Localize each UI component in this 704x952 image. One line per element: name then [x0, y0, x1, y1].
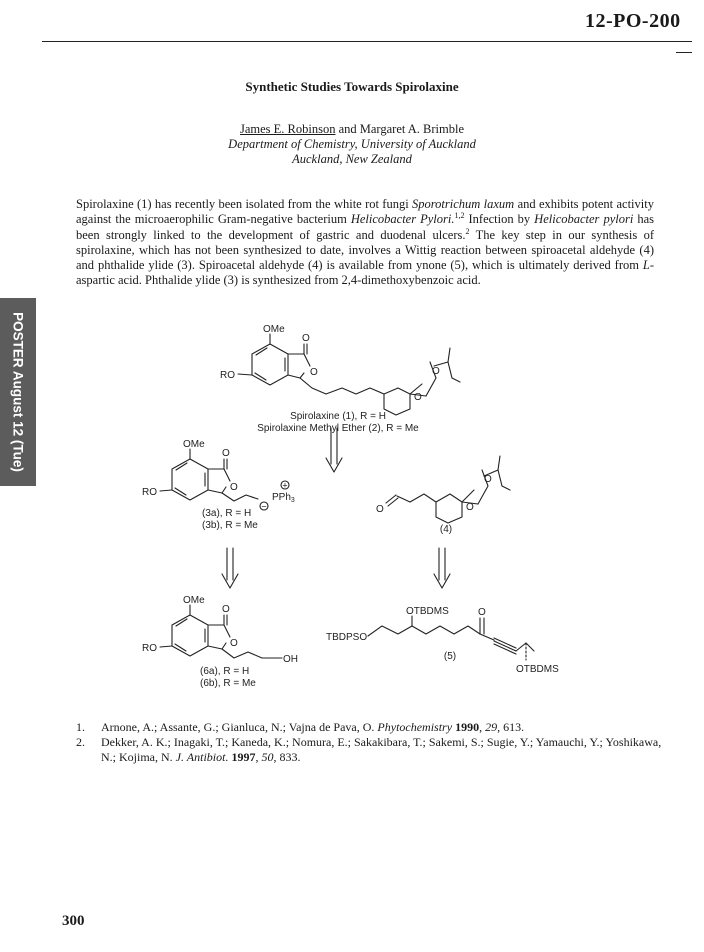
reference-item — [76, 735, 666, 765]
abstract-text: Infection by — [464, 212, 535, 227]
spirolaxine-structure — [238, 334, 460, 415]
label-spiro-o: O — [414, 392, 422, 403]
abstract-text: The key step in our synthesis of spirolaxine, which has not been synthesized to date, involves a Wittig reaction between spiroacetal aldehyde (4) and phthalide ylide (3). Spiroacetal aldehyde (4) is available from ynone (5), which is ultimately derived from — [76, 227, 654, 273]
reference-volume: 50 — [261, 750, 274, 764]
label-carbonyl-o: O — [222, 448, 230, 459]
caption-ylide-3b: (3b), R = Me — [202, 520, 258, 531]
co-author: Margaret A. Brimble — [359, 122, 465, 136]
label-pph3: PPh$_3$ — [272, 492, 295, 504]
reference-year: 1997 — [231, 750, 256, 764]
reaction-scheme — [130, 318, 600, 698]
reference-authors: Arnone, A.; Assante, G.; Gianluca, N.; Vajna de Pava, O. — [101, 720, 378, 734]
poster-date-label: POSTER August 12 (Tue) — [10, 312, 26, 472]
paper-title: Synthetic Studies Towards Spirolaxine — [245, 79, 459, 94]
abstract-text: has been strongly linked to the development of gastric and duodenal ulcers. — [76, 212, 654, 242]
caption-aldehyde: (4) — [439, 524, 453, 535]
reference-journal: J. Antibiot. — [175, 750, 229, 764]
species-name: Sporotrichum laxum — [412, 197, 515, 211]
page-number: 300 — [62, 913, 85, 929]
abstract-text: Spirolaxine (1) has recently been isolated from the white rot fungi — [76, 197, 413, 211]
abstract-text: and exhibits potent activity against the microaerophilic Gram-negative bacterium — [76, 197, 654, 227]
aldehyde-structure — [386, 456, 510, 523]
label-otbdms: OTBDMS — [406, 606, 449, 617]
label-ro: RO — [142, 487, 157, 498]
caption-methyl-ether: Spirolaxine Methyl Ether (2), R = Me — [257, 423, 419, 434]
label-plus-charge: + — [282, 480, 288, 491]
reference-number: 2. — [76, 735, 85, 749]
label-minus-charge: − — [261, 501, 267, 512]
species-name: Helicobacter pylori — [534, 212, 634, 227]
species-name: Helicobacter Pylori. — [350, 212, 455, 227]
synthesis-arrow-left — [222, 548, 238, 588]
reference-authors: Dekker, A. K.; Inagaki, T.; Kaneda, K.; Nomura, E.; Sakakibara, T.; Sakemi, S.; Sugie, Y.; Yamauchi, Y.; Yoshikawa, N.; Kojima, N. — [101, 735, 662, 764]
synthesis-arrow-right — [434, 548, 450, 588]
department: Department of Chemistry, University of Auckland — [228, 137, 476, 151]
poster-date-tab — [0, 298, 36, 486]
label-spiro-o: O — [484, 474, 492, 485]
location: Auckland, New Zealand — [292, 152, 412, 166]
caption-spirolaxine: Spirolaxine (1), R = H — [290, 411, 386, 422]
label-ring-o: O — [310, 367, 318, 378]
retrosynthesis-arrow-top — [326, 428, 342, 472]
abstract-text: -aspartic acid. Phthalide ylide (3) is synthesized from 2,4-dimethoxybenzoic acid. — [76, 258, 654, 288]
label-tbdpso: TBDPSO — [326, 632, 368, 643]
citation-marker: 2 — [465, 226, 470, 236]
label-carbonyl-o: O — [302, 333, 310, 344]
label-ketone-o: O — [478, 607, 486, 618]
author-line — [0, 122, 704, 137]
label-spiro-o: O — [466, 502, 474, 513]
stereo-descriptor: L — [642, 258, 650, 273]
session-code: 12-PO-200 — [585, 10, 681, 32]
label-aldehyde-o: O — [376, 504, 384, 515]
citation-marker: 1,2 — [454, 211, 465, 221]
label-oh: OH — [283, 654, 298, 665]
header-rule — [42, 41, 692, 42]
label-ome: OMe — [263, 324, 285, 335]
label-otbdms: OTBDMS — [516, 664, 559, 675]
header-tick — [676, 52, 692, 53]
reference-separator: , — [255, 750, 262, 764]
label-spiro-o: O — [432, 366, 440, 377]
caption-alcohol-6b: (6b), R = Me — [200, 678, 256, 689]
reference-year: 1990 — [455, 720, 480, 734]
label-ring-o: O — [230, 482, 238, 493]
label-ring-o: O — [230, 638, 238, 649]
label-ro: RO — [142, 643, 157, 654]
label-carbonyl-o: O — [222, 604, 230, 615]
presenting-author: James E. Robinson — [239, 122, 336, 136]
label-ome: OMe — [183, 595, 205, 606]
label-ro: RO — [220, 370, 235, 381]
reference-pages: , 833. — [273, 750, 301, 764]
reference-separator: , — [479, 720, 486, 734]
author-connector: and — [335, 122, 360, 136]
caption-alcohol-6a: (6a), R = H — [200, 666, 250, 677]
reference-item — [76, 720, 666, 735]
caption-ynone: (5) — [443, 651, 457, 662]
alcohol-structure — [160, 605, 282, 658]
reference-list — [76, 720, 666, 765]
reference-journal: Phytochemistry — [377, 720, 453, 734]
caption-ylide-3a: (3a), R = H — [202, 508, 252, 519]
reference-number: 1. — [76, 720, 85, 734]
abstract-paragraph — [76, 197, 654, 289]
reference-volume: 29 — [485, 720, 498, 734]
reference-pages: , 613. — [497, 720, 525, 734]
label-ome: OMe — [183, 439, 205, 450]
